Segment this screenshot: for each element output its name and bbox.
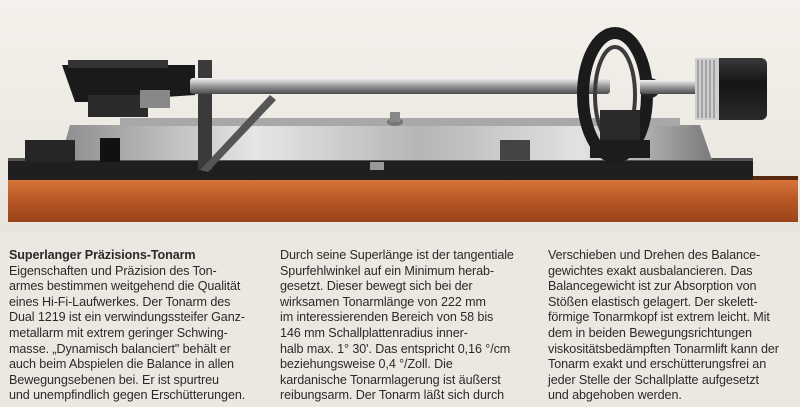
- article-column-2: [280, 248, 535, 404]
- article-text: [0, 232, 800, 407]
- column-1-line: masse. „Dynamisch balanciert" behält er: [9, 341, 231, 356]
- article-column-3: [548, 248, 798, 404]
- column-3-line: gewichtes exakt ausbalancieren. Das: [548, 263, 753, 278]
- column-2-line: Spurfehlwinkel auf ein Minimum herab-: [280, 263, 494, 278]
- column-2-line: im interessierenden Bereich von 58 bis: [280, 310, 494, 325]
- counterweight-icon: [695, 58, 767, 120]
- column-2-line: Durch seine Superlänge ist der tangentiale: [280, 248, 514, 262]
- column-2-line: 146 mm Schallplattenradius inner-: [280, 325, 468, 340]
- article-heading: Superlanger Präzisions-Tonarm: [9, 248, 196, 262]
- column-2-line: wirksamen Tonarmlänge von 222 mm: [280, 294, 486, 309]
- column-2-line: beziehungsweise 0,4 °/Zoll. Die: [280, 357, 453, 372]
- column-1-line: eines Hi-Fi-Laufwerkes. Der Tonarm des: [9, 294, 231, 309]
- column-1-line: und unempfindlich gegen Erschütterungen.: [9, 388, 246, 403]
- tonearm-icon: [190, 78, 610, 94]
- column-3-line: jeder Stelle der Schallplatte aufgesetzt: [548, 372, 759, 387]
- column-1-line: auch beim Abspielen die Balance in allen: [9, 357, 234, 372]
- column-1-line: armes bestimmen weitgehend die Qualität: [9, 279, 241, 294]
- column-1-line: Bewegungsebenen bei. Er ist spurtreu: [9, 372, 219, 387]
- column-2-line: reibungsarm. Der Tonarm läßt sich durch: [280, 388, 505, 403]
- column-3-line: förmige Tonarmkopf ist extrem leicht. Mit: [548, 310, 770, 325]
- column-3-line: Verschieben und Drehen des Balance-: [548, 248, 761, 262]
- column-2-line: gesetzt. Dieser bewegt sich bei der: [280, 279, 473, 294]
- wood-base: [8, 178, 798, 222]
- column-3-line: dem in beiden Bewegungsrichtungen: [548, 325, 752, 340]
- column-2-line: halb max. 1° 30'. Das entspricht 0,16 °/cm: [280, 341, 511, 356]
- column-1-line: Eigenschaften und Präzision des Ton-: [9, 263, 217, 278]
- column-3-line: Stößen elastisch gelagert. Der skelett-: [548, 294, 758, 309]
- column-3-line: Tonarm exakt und erschütterungsfrei an: [548, 357, 767, 372]
- column-3-line: viskositätsbedämpften Tonarmlift kann der: [548, 341, 779, 356]
- column-1-line: metallarm mit extrem geringer Schwing-: [9, 325, 228, 340]
- column-3-line: und abgehoben werden.: [548, 388, 682, 403]
- column-3-line: Balancegewicht ist zur Absorption von: [548, 279, 757, 294]
- column-1-line: Dual 1219 ist ein verwindungssteifer Ganz-: [9, 310, 245, 325]
- column-2-line: kardanische Tonarmlagerung ist äußerst: [280, 372, 501, 387]
- article-column-1: [9, 248, 264, 404]
